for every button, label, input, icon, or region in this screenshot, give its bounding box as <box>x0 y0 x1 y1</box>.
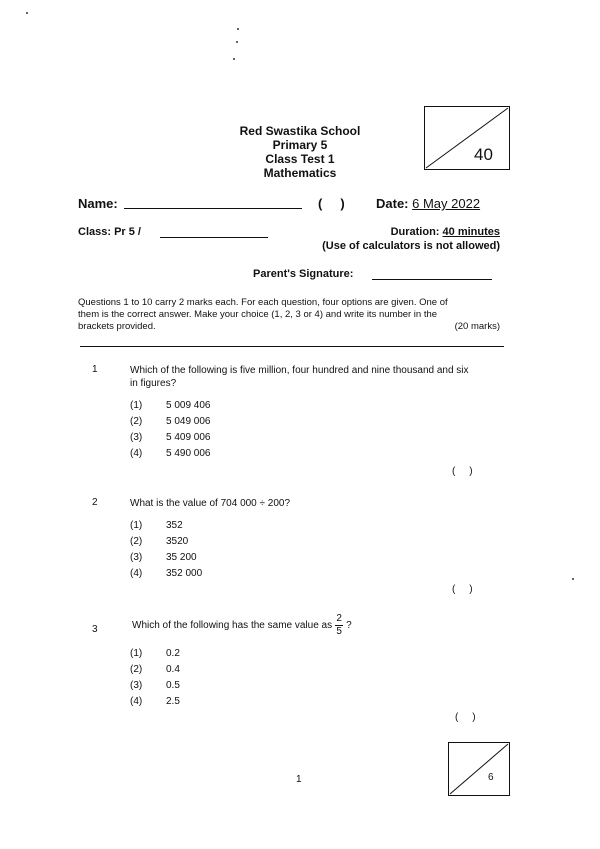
option-value: 0.2 <box>166 648 180 659</box>
question-text-line: Which of the following is five million, four hundred and nine thousand and six <box>130 365 469 376</box>
option-value: 5 009 406 <box>166 400 211 411</box>
page-score-value: 6 <box>488 772 494 783</box>
option-value: 352 000 <box>166 568 203 579</box>
option-value: 5 409 006 <box>166 432 211 443</box>
question-text-part: ? <box>346 620 352 631</box>
level: Primary 5 <box>272 138 328 152</box>
scan-speck <box>26 12 28 14</box>
option <box>130 550 202 566</box>
question-text-part: Which of the following has the same value as <box>132 620 333 631</box>
option-value: 0.4 <box>166 664 180 675</box>
section-divider <box>80 346 504 347</box>
question-text: What is the value of 704 000 ÷ 200? <box>130 498 291 509</box>
duration-value: 40 minutes <box>442 226 500 238</box>
total-score-value: 40 <box>474 145 493 164</box>
question-text <box>132 613 352 638</box>
signature-label: Parent's Signature: <box>253 268 354 280</box>
score-box-frame <box>424 106 510 170</box>
question-number: 1 <box>92 364 98 375</box>
score-box-frame <box>448 742 510 796</box>
instructions-line: them is the correct answer. Make your choice (1, 2, 3 or 4) and write its number in the <box>78 309 438 320</box>
option <box>130 446 211 462</box>
option-list <box>130 398 211 462</box>
duration-label: Duration: <box>390 226 440 238</box>
scan-speck <box>572 578 574 580</box>
option <box>130 398 211 414</box>
option-value: 5 490 006 <box>166 448 211 459</box>
option-label: (3) <box>130 680 143 691</box>
duration-row <box>370 226 500 238</box>
school-name: Red Swastika School <box>239 124 361 138</box>
page-number: 1 <box>296 774 302 785</box>
option <box>130 430 211 446</box>
question-text-line: in figures? <box>130 378 177 389</box>
option-label: (4) <box>130 448 143 459</box>
option-label: (1) <box>130 400 143 411</box>
subject: Mathematics <box>263 166 337 180</box>
option-value: 5 049 006 <box>166 416 211 427</box>
answer-bracket[interactable]: ( ) <box>455 712 476 723</box>
option <box>130 566 202 582</box>
total-marks: (20 marks) <box>454 321 500 332</box>
option-label: (3) <box>130 432 143 443</box>
fraction <box>335 613 343 638</box>
option-value: 3520 <box>166 536 189 547</box>
page-score-box <box>448 742 510 796</box>
option-label: (3) <box>130 552 143 563</box>
option-value: 352 <box>166 520 183 531</box>
date-row <box>376 196 480 211</box>
option-value: 2.5 <box>166 696 180 707</box>
name-label: Name: <box>78 196 118 211</box>
option <box>130 534 202 550</box>
signature-field[interactable] <box>372 268 492 280</box>
instructions-line: Questions 1 to 10 carry 2 marks each. For each question, four options are given. One of <box>78 297 448 308</box>
option <box>130 662 180 678</box>
option-label: (1) <box>130 648 143 659</box>
answer-bracket[interactable]: ( ) <box>452 584 473 595</box>
option <box>130 694 180 710</box>
option-label: (4) <box>130 696 143 707</box>
option-label: (2) <box>130 664 143 675</box>
option-label: (2) <box>130 536 143 547</box>
fraction-numerator: 2 <box>336 613 342 624</box>
calculator-note: (Use of calculators is not allowed) <box>322 240 500 252</box>
question-number: 2 <box>92 497 98 508</box>
scan-speck <box>233 58 235 60</box>
option-label: (2) <box>130 416 143 427</box>
date-value: 6 May 2022 <box>412 196 481 211</box>
scan-speck <box>237 28 239 30</box>
answer-bracket[interactable]: ( ) <box>452 466 473 477</box>
instructions-line <box>78 321 502 333</box>
option <box>130 518 202 534</box>
date-label: Date: <box>376 196 409 211</box>
option-value: 35 200 <box>166 552 197 563</box>
test-title: Class Test 1 <box>265 152 335 166</box>
option <box>130 678 180 694</box>
register-number-brackets: ( ) <box>318 196 345 211</box>
document-header <box>0 124 600 180</box>
option-value: 0.5 <box>166 680 180 691</box>
option-list <box>130 518 202 582</box>
instructions-text: brackets provided. <box>78 321 156 332</box>
option <box>130 414 211 430</box>
question-number: 3 <box>92 624 98 635</box>
class-label: Class: Pr 5 / <box>78 226 141 238</box>
name-field[interactable] <box>124 196 302 209</box>
option-list <box>130 646 180 710</box>
total-score-box <box>424 106 510 170</box>
class-field[interactable] <box>160 226 268 238</box>
option-label: (1) <box>130 520 143 531</box>
question-text <box>130 364 502 390</box>
fraction-denominator: 5 <box>336 626 342 637</box>
option-label: (4) <box>130 568 143 579</box>
scan-speck <box>236 41 238 43</box>
option <box>130 646 180 662</box>
instructions <box>78 297 502 333</box>
